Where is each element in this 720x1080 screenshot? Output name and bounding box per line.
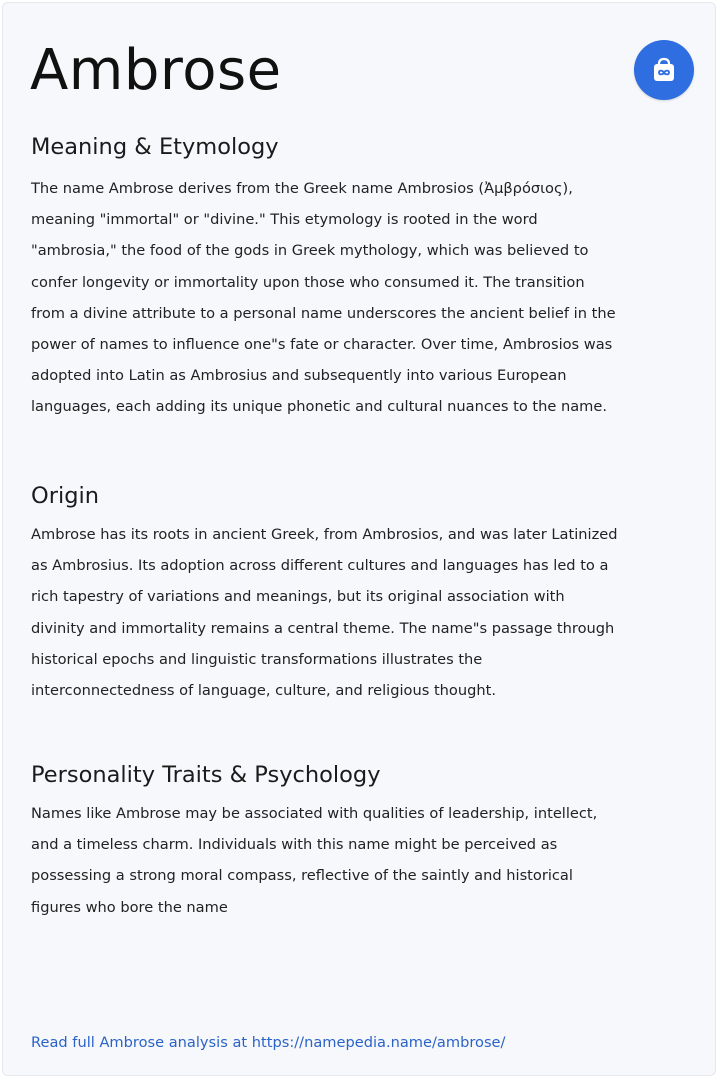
- section-heading-meaning: Meaning & Etymology: [31, 134, 279, 160]
- section-meaning: [31, 131, 621, 423]
- section-heading-origin: Origin: [31, 483, 100, 509]
- section-origin: [31, 480, 621, 706]
- name-card: [2, 2, 716, 1076]
- page-title: Ambrose: [30, 38, 282, 103]
- shopping-bag-infinity-icon: [649, 55, 679, 85]
- section-body-origin: Ambrose has its roots in ancient Greek, from Ambrosios, and was later Latinized as Ambrosius. Its adoption across different cultures and languages has led to a rich tapestry of variations and meanings, but its original association with divinity and immortality remains a central theme. The name"s passage through historical epochs and linguistic transformations illustrates the interconnectedness of language, culture, and religious thought.: [31, 526, 618, 700]
- section-body-personality: Names like Ambrose may be associated with qualities of leadership, intellect, and a timeless charm. Individuals with this name might be perceived as possessing a strong moral compass, reflective of the saintly and historical figures who bore the name: [31, 805, 598, 916]
- section-personality: [31, 759, 621, 923]
- shop-badge-button[interactable]: [634, 40, 694, 100]
- full-analysis-link[interactable]: Read full Ambrose analysis at https://namepedia.name/ambrose/: [31, 1034, 506, 1051]
- section-heading-personality: Personality Traits & Psychology: [31, 762, 381, 788]
- section-body-meaning: The name Ambrose derives from the Greek name Ambrosios (Ἀμβρόσιος), meaning "immortal" or "divine." This etymology is rooted in the word "ambrosia," the food of the gods in Greek mythology, which was believed to confer longevity or immortality upon those who consumed it. The transition from a divine attribute to a personal name underscores the ancient belief in the power of names to influence one"s fate or character. Over time, Ambrosios was adopted into Latin as Ambrosius and subsequently into various European languages, each adding its unique phonetic and cultural nuances to the name.: [31, 180, 616, 416]
